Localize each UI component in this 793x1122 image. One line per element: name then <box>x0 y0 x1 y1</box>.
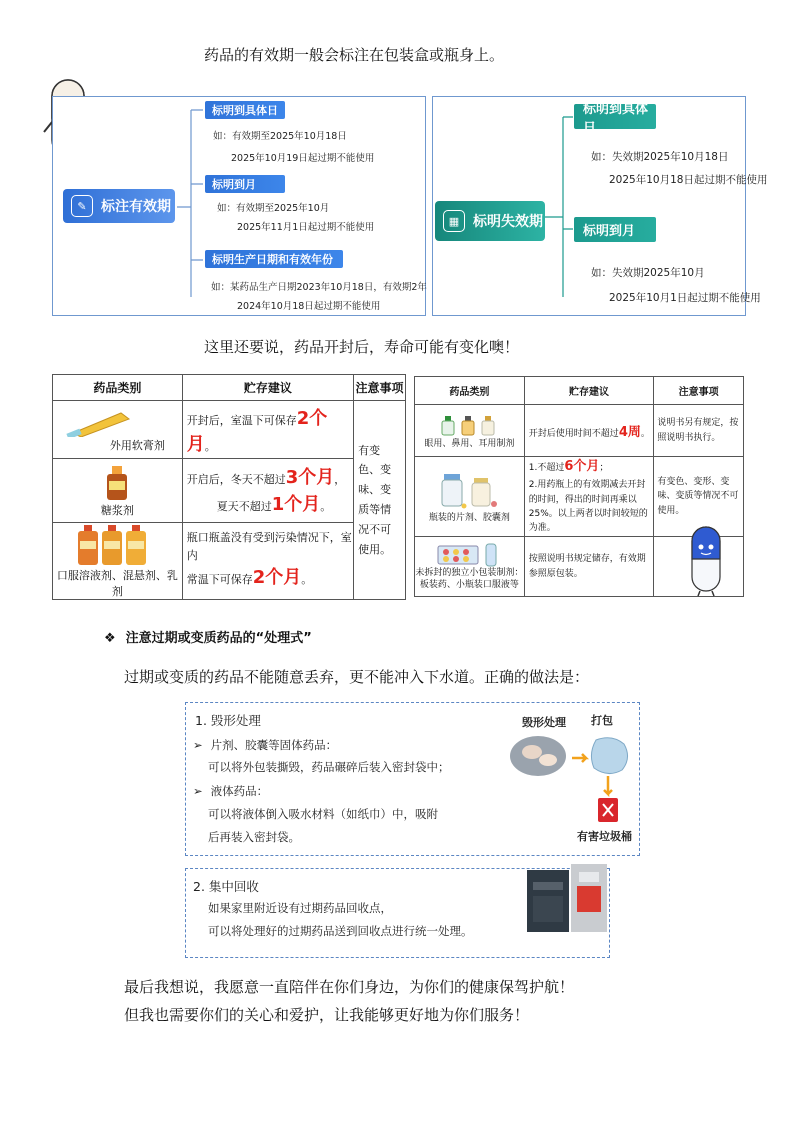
pen-icon: ✎ <box>71 195 93 217</box>
storage-text: 夏天不超过 <box>216 499 272 513</box>
blister-pack-icon <box>434 542 504 568</box>
header-category: 药品类别 <box>53 375 183 401</box>
box1-title: 1. 毁形处理 <box>195 713 261 728</box>
arrow-bullet-icon: ➢ <box>193 738 203 752</box>
storage-text: 开启后，冬天不超过 <box>186 472 286 486</box>
cell-storage <box>524 457 654 537</box>
cat-oral-liquid: 口服溶液剂、混悬剂、乳剂 <box>56 569 178 598</box>
note-right-month-1: 如：失效期2025年10月 <box>591 267 705 279</box>
cell-notes <box>354 401 406 600</box>
intro-text-1: 药品的有效期一般会标注在包装盒或瓶身上。 <box>204 46 505 64</box>
cell-storage <box>182 523 353 600</box>
header-notes: 注意事项 <box>354 375 406 401</box>
cell-category <box>415 457 525 537</box>
cell-notes <box>654 537 744 597</box>
cell-storage <box>524 405 654 457</box>
cat-ointment: 外用软膏剂 <box>109 438 165 452</box>
label-expiry-node <box>63 189 175 223</box>
note-text: 有变色、变味、变质等情况不可使用。 <box>358 443 392 556</box>
right-expiry-map <box>432 96 768 316</box>
highlight-duration: 3个月 <box>285 466 335 488</box>
cat-packaged: 未拆封的独立小包装制剂：板装药、小瓶装口服液等 <box>415 567 524 590</box>
left-expiry-map <box>52 96 426 316</box>
storage-text: 开封后，室温下可保存 <box>186 413 297 427</box>
storage-text-end: 。 <box>301 573 313 587</box>
cell-category <box>53 401 183 459</box>
tag-production-date: 标明生产日期和有效年份 <box>205 250 343 268</box>
storage-table-left <box>52 374 406 600</box>
disposal-flow-icon <box>508 734 636 826</box>
cell-notes: 有变色、变形、变味、变质等情况不可使用。 <box>654 457 744 537</box>
highlight-duration: 2个月 <box>186 407 328 455</box>
note-right-month-2: 2025年10月1日起过期不能使用 <box>609 292 761 304</box>
header-notes: 注意事项 <box>654 377 744 405</box>
pack-label: 打包 <box>591 714 613 727</box>
liquid-text-2: 后再装入密封袋。 <box>208 830 300 844</box>
liquid-label: 液体药品： <box>210 784 269 798</box>
note-month-1: 如：有效期至2025年10月 <box>217 203 330 214</box>
arrow-bullet-icon: ➢ <box>193 784 203 798</box>
closing-text-1: 最后我想说，我愿意一直陪伴在你们身边，为你们的健康保驾护航！ <box>124 978 575 996</box>
tag-specific-day-right: 标明到具体日 <box>574 104 656 129</box>
pill-bottles-icon <box>434 470 504 510</box>
header-storage: 贮存建议 <box>182 375 353 401</box>
cell-category <box>53 459 183 523</box>
note-right-day-1: 如：失效期2025年10月18日 <box>591 151 729 163</box>
drops-bottles-icon <box>439 412 499 436</box>
calendar-icon: ▦ <box>443 210 465 232</box>
highlight-duration: 2个月 <box>252 567 302 589</box>
tag-specific-day: 标明到具体日 <box>205 101 285 119</box>
liquid-text-1: 可以将液体倒入吸水材料（如纸巾）中，吸附 <box>208 807 438 821</box>
solid-label: 片剂、胶囊等固体药品： <box>210 738 338 752</box>
oral-bottles-icon <box>74 523 160 567</box>
liquid-item <box>193 783 268 799</box>
collection-text-1: 如果家里附近设有过期药品回收点， <box>208 901 392 915</box>
storage-table-right <box>414 376 744 597</box>
storage-text: 1.不超过 <box>528 463 565 474</box>
collection-text-2: 可以将处理好的过期药品送到回收点进行统一处理。 <box>208 924 473 938</box>
note-month-2: 2025年11月1日起过期不能使用 <box>237 222 375 233</box>
expiry-date-text: 标明失效期 <box>473 214 543 230</box>
note-prod-2: 2024年10月18日起过期不能使用 <box>237 301 381 312</box>
note-day-1: 如：有效期至2025年10月18日 <box>213 131 347 142</box>
label-expiry-text: 标注有效期 <box>101 199 171 215</box>
cell-storage <box>182 459 353 523</box>
solid-item <box>193 737 337 753</box>
note-prod-1: 如：某药品生产日期2023年10月18日，有效期2年 <box>211 282 427 293</box>
tag-month-right: 标明到月 <box>574 217 656 242</box>
note-right-day-2: 2025年10月18日起过期不能使用 <box>609 174 768 186</box>
storage-text-end: ， <box>334 472 346 486</box>
header-storage: 贮存建议 <box>524 377 654 405</box>
cell-notes: 说明书另有规定，按照说明书执行。 <box>654 405 744 457</box>
storage-text: 瓶口瓶盖没有受到污染情况下，室内 <box>186 531 352 562</box>
storage-text: 常温下可保存 <box>186 573 253 587</box>
storage-text: 2.用药瓶上的有效期减去开封的时间，得出的时间再乘以25%。以上两者以时间较短的为准。 <box>528 480 648 534</box>
expiry-date-node <box>435 201 545 241</box>
section-title: 注意过期或变质药品的“处理式” <box>125 631 312 646</box>
cat-drops: 眼用、鼻用、耳用制剂 <box>424 439 515 449</box>
capsule-mascot-icon <box>682 523 730 597</box>
closing-text-2: 但我也需要你们的关心和爱护，让我能够更好地为你们服务！ <box>124 1006 530 1024</box>
cell-category <box>415 537 525 597</box>
highlight-duration: 1个月 <box>271 493 321 515</box>
hazard-bin-label: 有害垃圾桶 <box>577 830 632 843</box>
storage-text-end: 。 <box>640 429 650 439</box>
cell-storage: 按照说明书规定储存，有效期参照原包装。 <box>524 537 654 597</box>
storage-text-end: 。 <box>204 439 216 453</box>
header-category: 药品类别 <box>415 377 525 405</box>
note-day-2: 2025年10月19日起过期不能使用 <box>231 153 375 164</box>
tag-month: 标明到月 <box>205 175 285 193</box>
storage-text-end: 。 <box>320 499 332 513</box>
box2-title: 2. 集中回收 <box>193 879 259 894</box>
section-paragraph: 过期或变质的药品不能随意丢弃，更不能冲入下水道。正确的做法是： <box>124 668 590 686</box>
cell-category <box>53 523 183 600</box>
cat-syrup: 糖浆剂 <box>100 503 134 517</box>
diamond-bullet-icon: ❖ <box>104 631 116 646</box>
intro-text-2: 这里还要说，药品开封后，寿命可能有变化噢！ <box>204 338 520 356</box>
destroy-label: 毁形处理 <box>522 716 566 729</box>
cell-storage <box>182 401 353 459</box>
highlight-duration: 6个月 <box>564 459 600 475</box>
cell-category <box>415 405 525 457</box>
storage-text: 开封后使用时间不超过 <box>528 429 619 439</box>
cat-pills: 瓶装的片剂、胶囊剂 <box>428 513 510 523</box>
highlight-duration: 4周 <box>618 425 641 440</box>
section-heading <box>104 627 312 646</box>
recycling-cabinet-icon <box>527 864 607 934</box>
storage-text-end: ； <box>599 463 609 474</box>
solid-text: 可以将外包装撕毁，药品碾碎后装入密封袋中； <box>208 760 450 774</box>
syrup-bottle-icon <box>102 464 132 502</box>
ointment-tube-icon <box>63 407 143 437</box>
